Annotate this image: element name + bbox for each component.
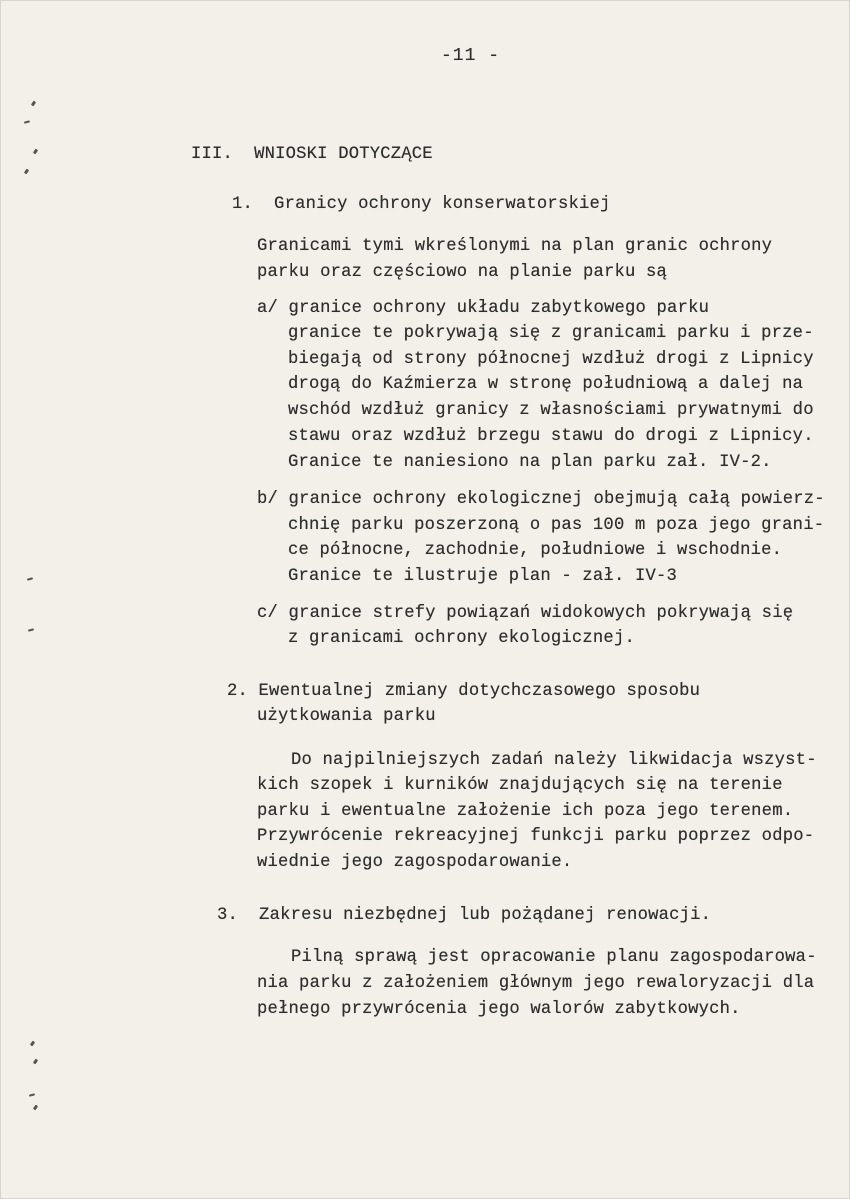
margin-speck bbox=[24, 120, 30, 123]
margin-speck bbox=[24, 169, 29, 175]
item1-c-line: c/ granice strefy powiązań widokowych pokrywają się bbox=[257, 604, 794, 623]
item3-heading: 3. Zakresu niezbędnej lub pożądanej renowacji. bbox=[217, 906, 712, 925]
item1-a-line: stawu oraz wzdłuż brzegu stawu do drogi z Lipnicy. bbox=[288, 427, 814, 446]
margin-speck bbox=[33, 1059, 38, 1065]
page-number: -11 - bbox=[441, 46, 501, 66]
item2-body-line: kich szopek i kurników znajdujących się na terenie bbox=[257, 776, 783, 795]
item1-a-line: biegają od strony północnej wzdłuż drogi z Lipnicy bbox=[288, 350, 814, 369]
item2-body-line: Przywrócenie rekreacyjnej funkcji parku poprzez odpo- bbox=[257, 827, 815, 846]
margin-speck bbox=[33, 1105, 38, 1111]
item1-a-line: drogą do Kaźmierza w stronę południową a dalej na bbox=[288, 375, 804, 394]
item1-a-line: wschód wzdłuż granicy z własnościami prywatnymi do bbox=[288, 401, 814, 420]
item2-body-line: wiednie jego zagospodarowanie. bbox=[257, 853, 573, 872]
item1-b-line: chnię parku poszerzoną o pas 100 m poza jego grani- bbox=[288, 516, 825, 535]
item1-heading: 1. Granicy ochrony konserwatorskiej bbox=[232, 195, 611, 214]
item1-a-line: a/ granice ochrony układu zabytkowego parku bbox=[257, 299, 710, 318]
item1-c-line: z granicami ochrony ekologicznej. bbox=[288, 629, 635, 648]
item1-a-line: granice te pokrywają się z granicami parku i prze- bbox=[288, 324, 814, 343]
item2-body-line: parku i ewentualne założenie ich poza jego terenem. bbox=[257, 802, 794, 821]
item1-intro-line: parku oraz częściowo na planie parku są bbox=[257, 263, 668, 282]
item3-body-line: nia parku z założeniem głównym jego rewaloryzacji dla bbox=[257, 974, 815, 993]
item1-a-line: Granice te naniesiono na plan parku zał. IV-2. bbox=[288, 453, 772, 472]
item3-body-line: Pilną sprawą jest opracowanie planu zagospodarowa- bbox=[291, 948, 817, 967]
section-heading: III. WNIOSKI DOTYCZĄCE bbox=[191, 145, 433, 164]
item1-b-line: Granice te ilustruje plan - zał. IV-3 bbox=[288, 567, 678, 586]
margin-speck bbox=[29, 1093, 35, 1096]
item2-heading-line: 2. Ewentualnej zmiany dotychczasowego sposobu bbox=[227, 682, 701, 701]
margin-speck bbox=[33, 149, 38, 155]
item1-b-line: ce północne, zachodnie, południowe i wschodnie. bbox=[288, 541, 783, 560]
item2-body-line: Do najpilniejszych zadań należy likwidacja wszyst- bbox=[291, 751, 817, 770]
item1-intro-line: Granicami tymi wkreślonymi na plan granic ochrony bbox=[257, 237, 773, 256]
item1-b-line: b/ granice ochrony ekologicznej obejmują całą powierz- bbox=[257, 490, 825, 509]
margin-speck bbox=[30, 1041, 35, 1047]
item3-body-line: pełnego przywrócenia jego walorów zabytkowych. bbox=[257, 1000, 741, 1019]
margin-speck bbox=[27, 577, 33, 580]
margin-speck bbox=[31, 101, 36, 107]
margin-speck bbox=[28, 628, 34, 631]
item2-heading-line: użytkowania parku bbox=[257, 707, 436, 726]
